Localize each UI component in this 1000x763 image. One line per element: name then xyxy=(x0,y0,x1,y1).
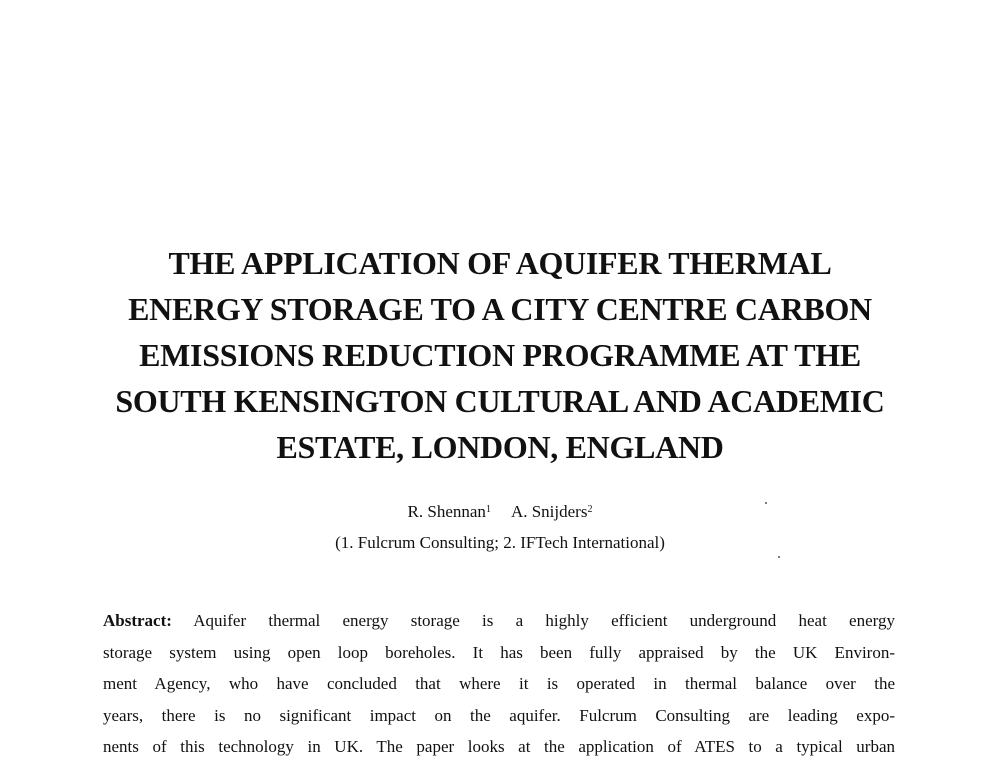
author xyxy=(408,500,491,524)
abstract-text: Aquifer thermal energy storage is a highly efficient underground heat energy xyxy=(171,611,895,630)
author-list xyxy=(0,500,1000,524)
affiliation-marker: 2 xyxy=(587,504,593,515)
abstract-line: storage system using open loop boreholes. It has been fully appraised by the UK Environ- xyxy=(103,642,895,662)
affiliation-marker: 1 xyxy=(485,504,491,515)
title-line: THE APPLICATION OF AQUIFER THERMAL xyxy=(168,245,832,281)
author xyxy=(511,500,593,524)
abstract-line: ment Agency, who have concluded that where it is operated in thermal balance over the xyxy=(103,674,895,693)
scan-speck xyxy=(778,556,780,558)
abstract-line: nents of this technology in UK. The paper looks at the application of ATES to a typical urban xyxy=(103,737,895,756)
abstract-line: years, there is no significant impact on the aquifer. Fulcrum Consulting are leading expo- xyxy=(103,705,895,725)
title-line: ESTATE, LONDON, ENGLAND xyxy=(276,429,724,465)
abstract xyxy=(103,605,895,763)
abstract-line xyxy=(103,605,895,637)
affiliation-line: (1. Fulcrum Consulting; 2. IFTech International) xyxy=(335,533,665,552)
abstract-label: Abstract: xyxy=(103,611,172,630)
author-name: A. Snijders xyxy=(510,502,588,521)
title-line: SOUTH KENSINGTON CULTURAL AND ACADEMIC xyxy=(115,383,885,419)
author-name: R. Shennan xyxy=(407,502,486,521)
title-line: ENERGY STORAGE TO A CITY CENTRE CARBON xyxy=(128,291,872,327)
title-line: EMISSIONS REDUCTION PROGRAMME AT THE xyxy=(139,337,861,373)
scan-speck xyxy=(765,502,767,504)
paper-title xyxy=(60,240,940,470)
